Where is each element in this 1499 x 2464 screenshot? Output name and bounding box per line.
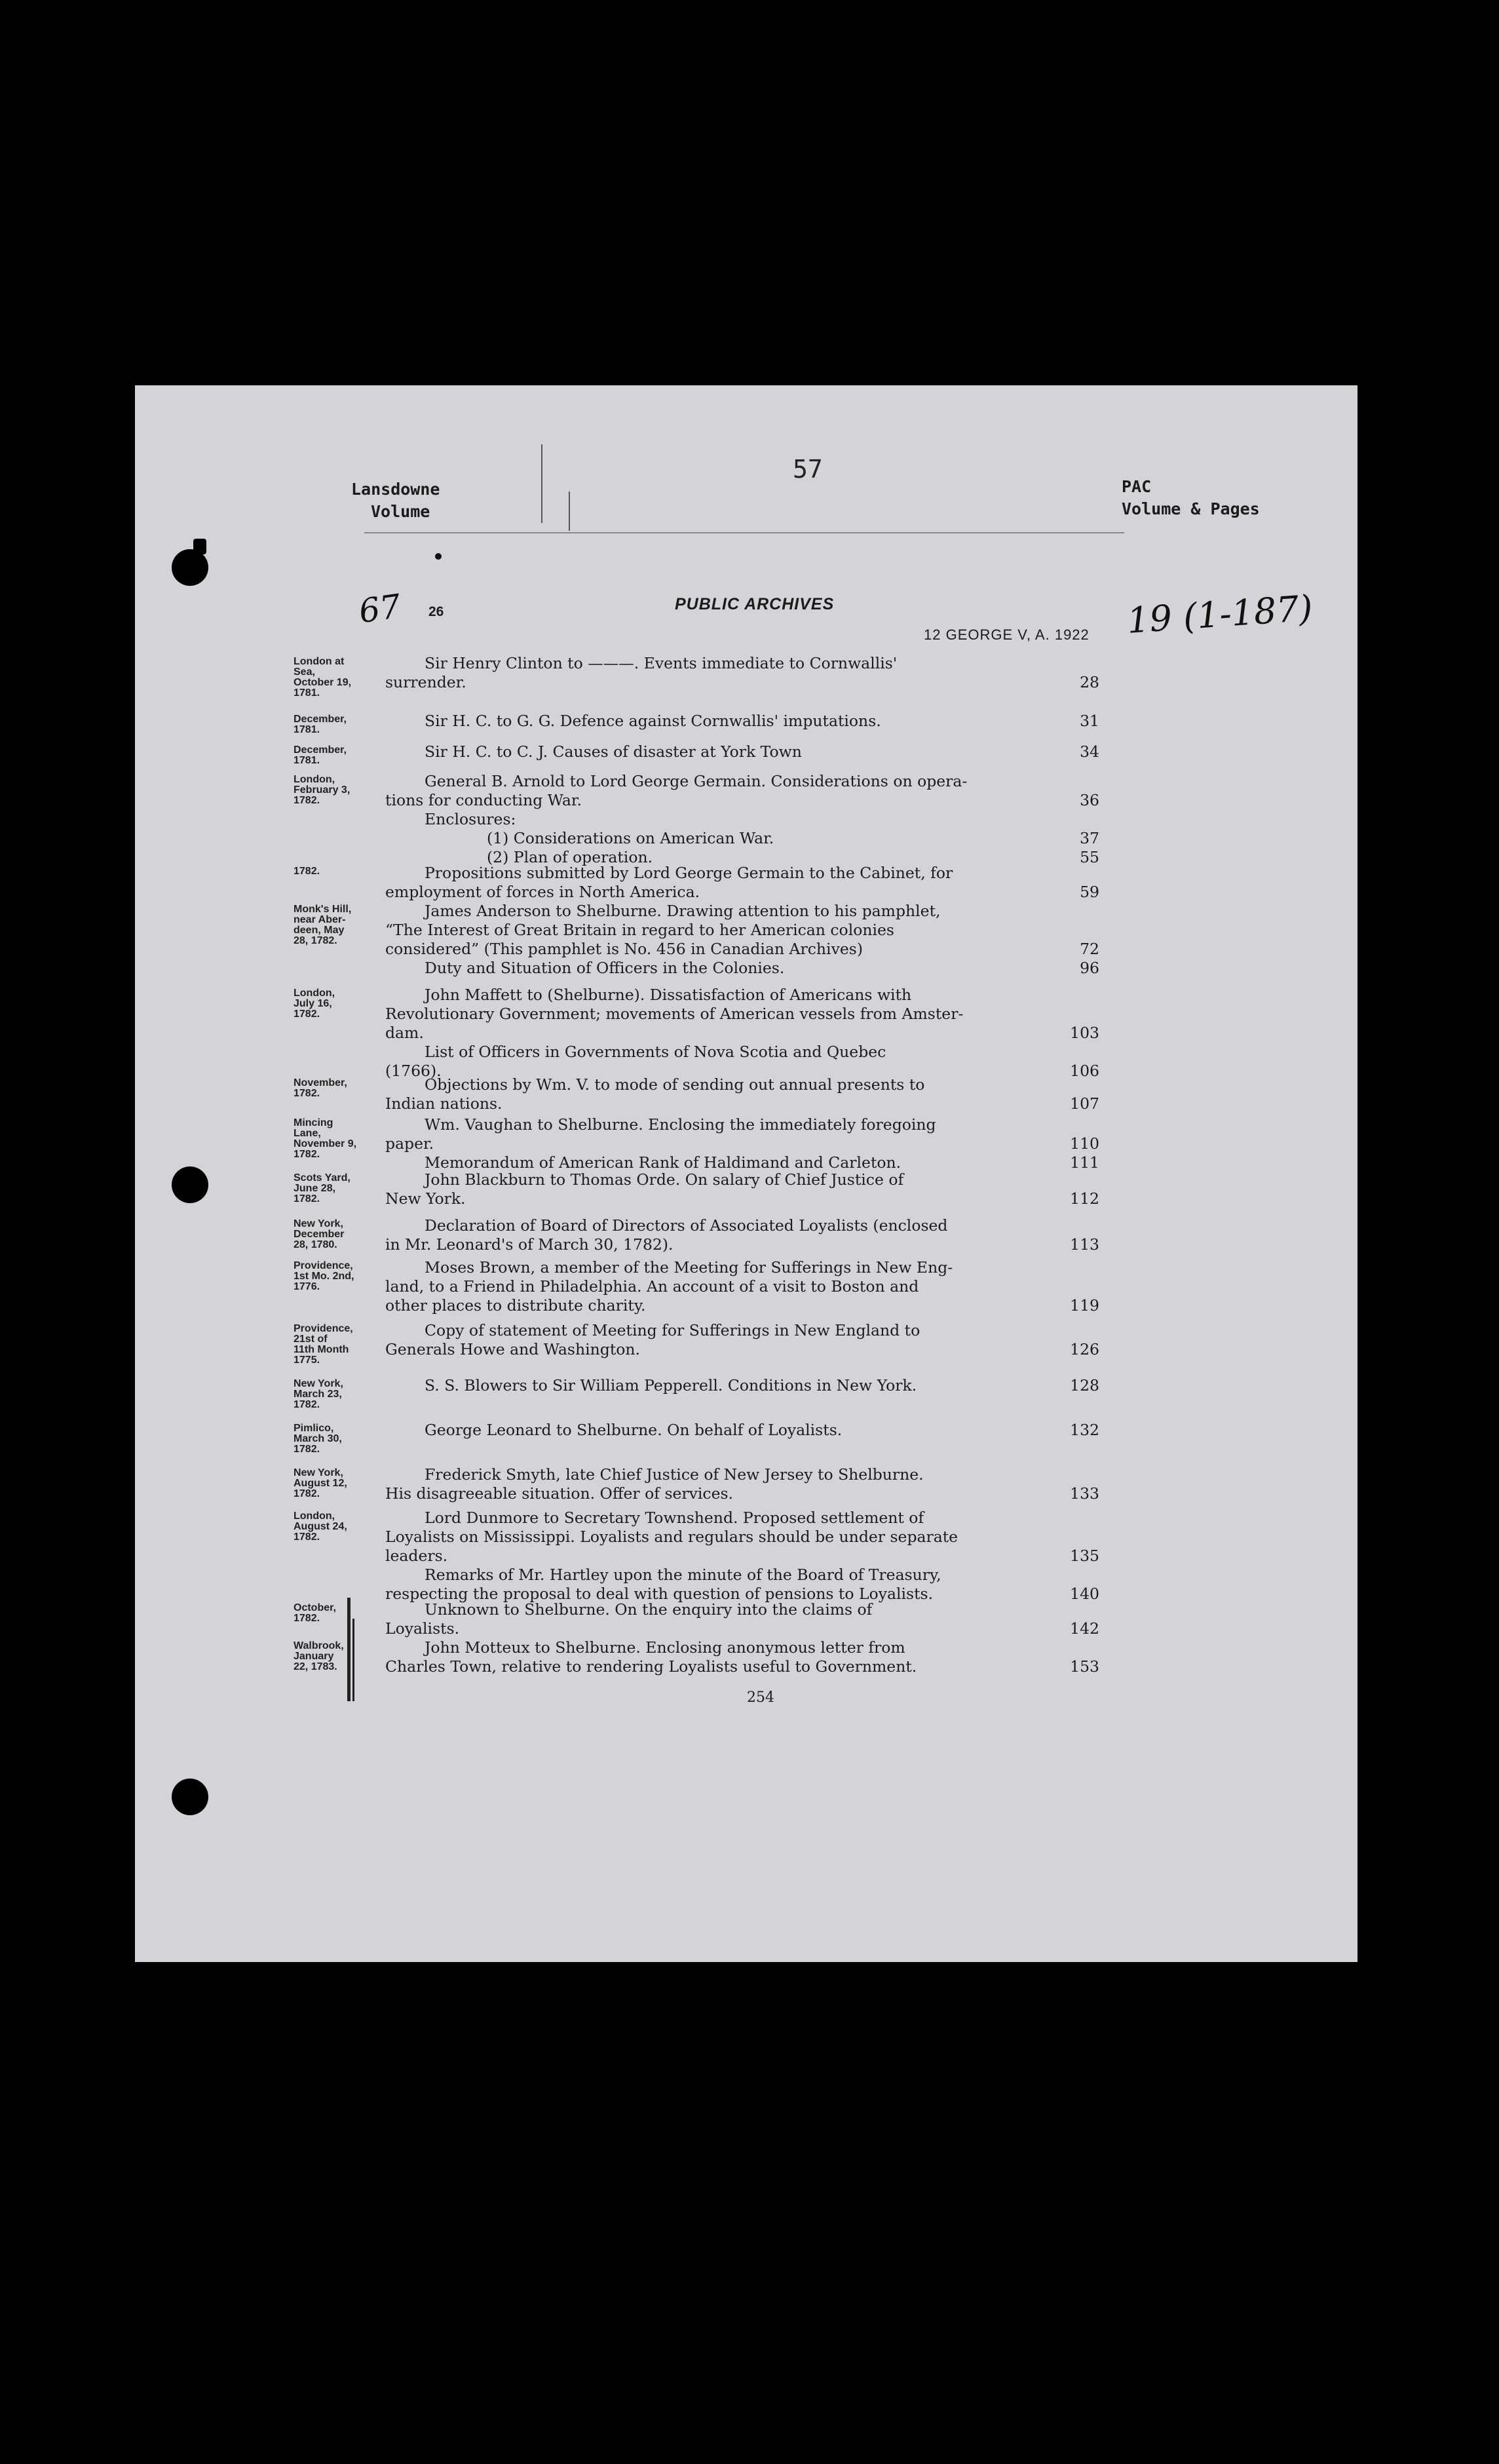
entry-line-text: Unknown to Shelburne. On the enquiry into the claims of xyxy=(425,1600,873,1619)
entry-place-date: New York, March 23, 1782. xyxy=(294,1378,343,1410)
entry-line xyxy=(385,1638,1099,1657)
entry-place-date: Providence, 1st Mo. 2nd, 1776. xyxy=(294,1260,354,1292)
entry-line xyxy=(385,1340,1099,1359)
entry-text xyxy=(385,1075,1099,1113)
entry-page-ref: 110 xyxy=(1070,1134,1099,1153)
entry-line-text: New York. xyxy=(385,1189,466,1208)
entry-line xyxy=(385,1509,1099,1528)
entry-line-text: Memorandum of American Rank of Haldimand and Carleton. xyxy=(425,1153,901,1172)
entry-page-ref: 55 xyxy=(1080,848,1099,866)
entry-text xyxy=(385,1421,1099,1440)
header-divider-left xyxy=(541,444,542,523)
entry-line-text: dam. xyxy=(385,1024,424,1042)
entry-page-ref: 106 xyxy=(1070,1062,1099,1080)
entry-text xyxy=(385,1216,1099,1254)
entry-line-text: in Mr. Leonard's of March 30, 1782). xyxy=(385,1235,674,1254)
entry-line xyxy=(385,1189,1099,1208)
entry-line xyxy=(385,1600,1099,1619)
entry-line-text: George Leonard to Shelburne. On behalf of Loyalists. xyxy=(425,1421,843,1439)
entry-line-text: Copy of statement of Meeting for Sufferings in New England to xyxy=(425,1321,920,1339)
entry-line-text: other places to distribute charity. xyxy=(385,1296,646,1315)
entry-line-text: Duty and Situation of Officers in the Colonies. xyxy=(425,959,785,977)
entry-line xyxy=(385,791,1099,810)
entry-text xyxy=(385,1321,1099,1359)
entry-line xyxy=(385,1421,1099,1440)
entry-line xyxy=(385,1566,1099,1585)
entry-line-text: Moses Brown, a member of the Meeting for Sufferings in New Eng- xyxy=(425,1258,953,1277)
entry-line-text: John Blackburn to Thomas Orde. On salary of Chief Justice of xyxy=(425,1170,904,1189)
entry-line-text: Loyalists on Mississippi. Loyalists and regulars should be under separate xyxy=(385,1528,958,1546)
entry-page-ref: 132 xyxy=(1070,1421,1099,1439)
entry-place-date: Walbrook, January 22, 1783. xyxy=(294,1640,344,1672)
entry-text xyxy=(385,1509,1099,1604)
entry-text xyxy=(385,654,1099,692)
entry-page-ref: 113 xyxy=(1070,1235,1099,1254)
margin-bar-secondary xyxy=(352,1619,354,1701)
entry-line xyxy=(385,959,1099,978)
entry-line-text: leaders. xyxy=(385,1547,448,1565)
entry-text xyxy=(385,772,1099,867)
entry-line xyxy=(385,1547,1099,1566)
entry-line xyxy=(385,1657,1099,1676)
punch-hole-bottom xyxy=(172,1779,208,1815)
header-divider-mid xyxy=(569,491,570,531)
entry-line-text: Revolutionary Government; movements of American vessels from Amster- xyxy=(385,1005,964,1023)
entry-line xyxy=(385,1619,1099,1638)
entry-place-date: Pimlico, March 30, 1782. xyxy=(294,1423,342,1455)
entry-line-text: List of Officers in Governments of Nova Scotia and Quebec xyxy=(425,1043,886,1061)
entry-line xyxy=(385,921,1099,940)
entry-line xyxy=(385,1528,1099,1547)
entry-line-text: tions for conducting War. xyxy=(385,791,582,809)
entry-text xyxy=(385,902,1099,978)
dot-mark xyxy=(435,553,442,560)
bottom-page-number: 254 xyxy=(747,1689,774,1706)
entry-line-text: Lord Dunmore to Secretary Townshend. Proposed settlement of xyxy=(425,1509,924,1527)
entry-line-text: John Motteux to Shelburne. Enclosing anonymous letter from xyxy=(425,1638,905,1657)
entry-page-ref: 72 xyxy=(1080,940,1099,958)
entry-line-text: (2) Plan of operation. xyxy=(487,848,653,866)
folio-number: 26 xyxy=(428,604,444,619)
entry-text xyxy=(385,864,1099,902)
entry-page-ref: 103 xyxy=(1070,1024,1099,1042)
entry-line xyxy=(385,1134,1099,1153)
entry-line-text: Remarks of Mr. Hartley upon the minute of the Board of Treasury, xyxy=(425,1566,941,1584)
entry-text xyxy=(385,1376,1099,1395)
entry-text xyxy=(385,712,1099,731)
entry-page-ref: 37 xyxy=(1080,829,1099,847)
entry-page-ref: 153 xyxy=(1070,1657,1099,1676)
entry-line-text: (1766). xyxy=(385,1062,442,1080)
entry-page-ref: 28 xyxy=(1080,673,1099,691)
entry-line xyxy=(385,1153,1099,1172)
entry-line-text: Sir Henry Clinton to ———. Events immediate to Cornwallis' xyxy=(425,654,898,672)
margin-bar xyxy=(347,1598,351,1701)
entry-page-ref: 112 xyxy=(1070,1189,1099,1208)
entry-line xyxy=(385,986,1099,1005)
entry-line xyxy=(385,1258,1099,1277)
entry-line xyxy=(385,654,1099,673)
entry-place-date: November, 1782. xyxy=(294,1077,347,1099)
entry-page-ref: 31 xyxy=(1080,712,1099,730)
entry-line-text: Loyalists. xyxy=(385,1619,460,1638)
entry-line xyxy=(385,1005,1099,1024)
entry-line-text: Charles Town, relative to rendering Loyalists useful to Government. xyxy=(385,1657,917,1676)
entry-line-text: General B. Arnold to Lord George Germain. Considerations on opera- xyxy=(425,772,968,790)
entry-place-date: London, July 16, 1782. xyxy=(294,988,335,1020)
entry-line xyxy=(385,883,1099,902)
entry-line-text: Frederick Smyth, late Chief Justice of New Jersey to Shelburne. xyxy=(425,1465,924,1484)
entry-line xyxy=(385,1094,1099,1113)
entry-place-date: London at Sea, October 19, 1781. xyxy=(294,656,352,699)
entry-place-date: October, 1782. xyxy=(294,1602,336,1624)
entry-place-date: December, 1781. xyxy=(294,714,347,735)
entry-line xyxy=(385,864,1099,883)
entry-line xyxy=(385,1235,1099,1254)
session-line: 12 GEORGE V, A. 1922 xyxy=(924,626,1090,643)
entry-page-ref: 107 xyxy=(1070,1094,1099,1113)
entry-line xyxy=(385,1321,1099,1340)
entry-line-text: land, to a Friend in Philadelphia. An account of a visit to Boston and xyxy=(385,1277,919,1296)
entry-page-ref: 111 xyxy=(1070,1153,1099,1172)
entry-line xyxy=(385,902,1099,921)
entry-line-text: paper. xyxy=(385,1134,434,1153)
header-right-sub: Volume & Pages xyxy=(1122,499,1260,518)
entry-page-ref: 142 xyxy=(1070,1619,1099,1638)
entry-line xyxy=(385,810,1099,829)
entry-place-date: New York, December 28, 1780. xyxy=(294,1218,345,1250)
punch-hole-middle xyxy=(172,1166,208,1203)
entry-text xyxy=(385,1115,1099,1172)
entry-line-text: James Anderson to Shelburne. Drawing attention to his pamphlet, xyxy=(425,902,941,920)
entry-line-text: Sir H. C. to C. J. Causes of disaster at York Town xyxy=(425,742,802,761)
entry-line xyxy=(385,1376,1099,1395)
entry-page-ref: 34 xyxy=(1080,742,1099,761)
entry-text xyxy=(385,1638,1099,1676)
entry-line xyxy=(385,1216,1099,1235)
entry-line xyxy=(385,940,1099,959)
entry-line-text: John Maffett to (Shelburne). Dissatisfaction of Americans with xyxy=(425,986,912,1004)
header-right-title: PAC xyxy=(1122,477,1152,496)
entry-line xyxy=(385,742,1099,761)
entry-line-text: respecting the proposal to deal with question of pensions to Loyalists. xyxy=(385,1585,934,1603)
entry-line xyxy=(385,1484,1099,1503)
punch-hole-top xyxy=(172,549,208,586)
hole-mark xyxy=(193,539,206,554)
header-underline xyxy=(364,532,1124,533)
entry-page-ref: 133 xyxy=(1070,1484,1099,1503)
entry-line-text: Objections by Wm. V. to mode of sending out annual presents to xyxy=(425,1075,925,1094)
entry-line xyxy=(385,1043,1099,1062)
pac-header xyxy=(1122,476,1260,520)
entry-line-text: Propositions submitted by Lord George Germain to the Cabinet, for xyxy=(425,864,953,882)
entry-page-ref: 96 xyxy=(1080,959,1099,977)
entry-text xyxy=(385,742,1099,761)
entry-line-text: Generals Howe and Washington. xyxy=(385,1340,641,1358)
entry-place-date: 1782. xyxy=(294,866,320,877)
entry-place-date: Mincing Lane, November 9, 1782. xyxy=(294,1117,357,1160)
entry-place-date: Providence, 21st of 11th Month 1775. xyxy=(294,1323,353,1366)
entry-line xyxy=(385,673,1099,692)
entry-page-ref: 59 xyxy=(1080,883,1099,901)
handwritten-right-reference: 19 (1-187) xyxy=(1126,587,1314,642)
entry-line-text: Indian nations. xyxy=(385,1094,503,1113)
entry-place-date: New York, August 12, 1782. xyxy=(294,1467,347,1499)
lansdowne-header xyxy=(351,478,440,523)
entry-line xyxy=(385,1277,1099,1296)
entry-line-text: Enclosures: xyxy=(425,810,516,828)
entry-page-ref: 128 xyxy=(1070,1376,1099,1395)
entry-place-date: December, 1781. xyxy=(294,744,347,766)
entry-line-text: Declaration of Board of Directors of Associated Loyalists (enclosed xyxy=(425,1216,948,1235)
entry-place-date: Monk's Hill, near Aber- deen, May 28, 1782. xyxy=(294,904,352,946)
entry-line xyxy=(385,1115,1099,1134)
entry-line xyxy=(385,1170,1099,1189)
entry-page-ref: 119 xyxy=(1070,1296,1099,1315)
handwritten-left-number: 67 xyxy=(356,587,404,631)
entry-line xyxy=(385,829,1099,848)
entry-line xyxy=(385,1296,1099,1315)
header-left-title: Lansdowne xyxy=(351,480,440,499)
entry-line-text: (1) Considerations on American War. xyxy=(487,829,774,847)
entry-place-date: London, August 24, 1782. xyxy=(294,1511,347,1543)
entry-text xyxy=(385,1465,1099,1503)
entry-place-date: London, February 3, 1782. xyxy=(294,774,351,806)
entry-line-text: “The Interest of Great Britain in regard to her American colonies xyxy=(385,921,894,939)
entry-line-text: S. S. Blowers to Sir William Pepperell. Conditions in New York. xyxy=(425,1376,917,1395)
entry-page-ref: 36 xyxy=(1080,791,1099,809)
entry-line xyxy=(385,1024,1099,1043)
entry-text xyxy=(385,1600,1099,1638)
entry-line xyxy=(385,772,1099,791)
entry-text xyxy=(385,1258,1099,1315)
entry-line-text: considered” (This pamphlet is No. 456 in Canadian Archives) xyxy=(385,940,863,958)
entry-line-text: Sir H. C. to G. G. Defence against Cornwallis' imputations. xyxy=(425,712,881,730)
entry-line xyxy=(385,1075,1099,1094)
entry-page-ref: 140 xyxy=(1070,1585,1099,1603)
entry-line-text: Wm. Vaughan to Shelburne. Enclosing the immediately foregoing xyxy=(425,1115,936,1134)
entry-line xyxy=(385,712,1099,731)
entry-text xyxy=(385,1170,1099,1208)
running-head: PUBLIC ARCHIVES xyxy=(675,595,835,613)
entry-page-ref: 135 xyxy=(1070,1547,1099,1565)
entry-line xyxy=(385,1465,1099,1484)
entry-line-text: employment of forces in North America. xyxy=(385,883,700,901)
entry-line-text: His disagreeable situation. Offer of services. xyxy=(385,1484,734,1503)
entry-page-ref: 126 xyxy=(1070,1340,1099,1358)
entry-place-date: Scots Yard, June 28, 1782. xyxy=(294,1172,351,1204)
stamped-page-number: 57 xyxy=(793,455,823,484)
entry-text xyxy=(385,986,1099,1081)
entry-line-text: surrender. xyxy=(385,673,466,691)
header-left-sub: Volume xyxy=(371,502,430,521)
